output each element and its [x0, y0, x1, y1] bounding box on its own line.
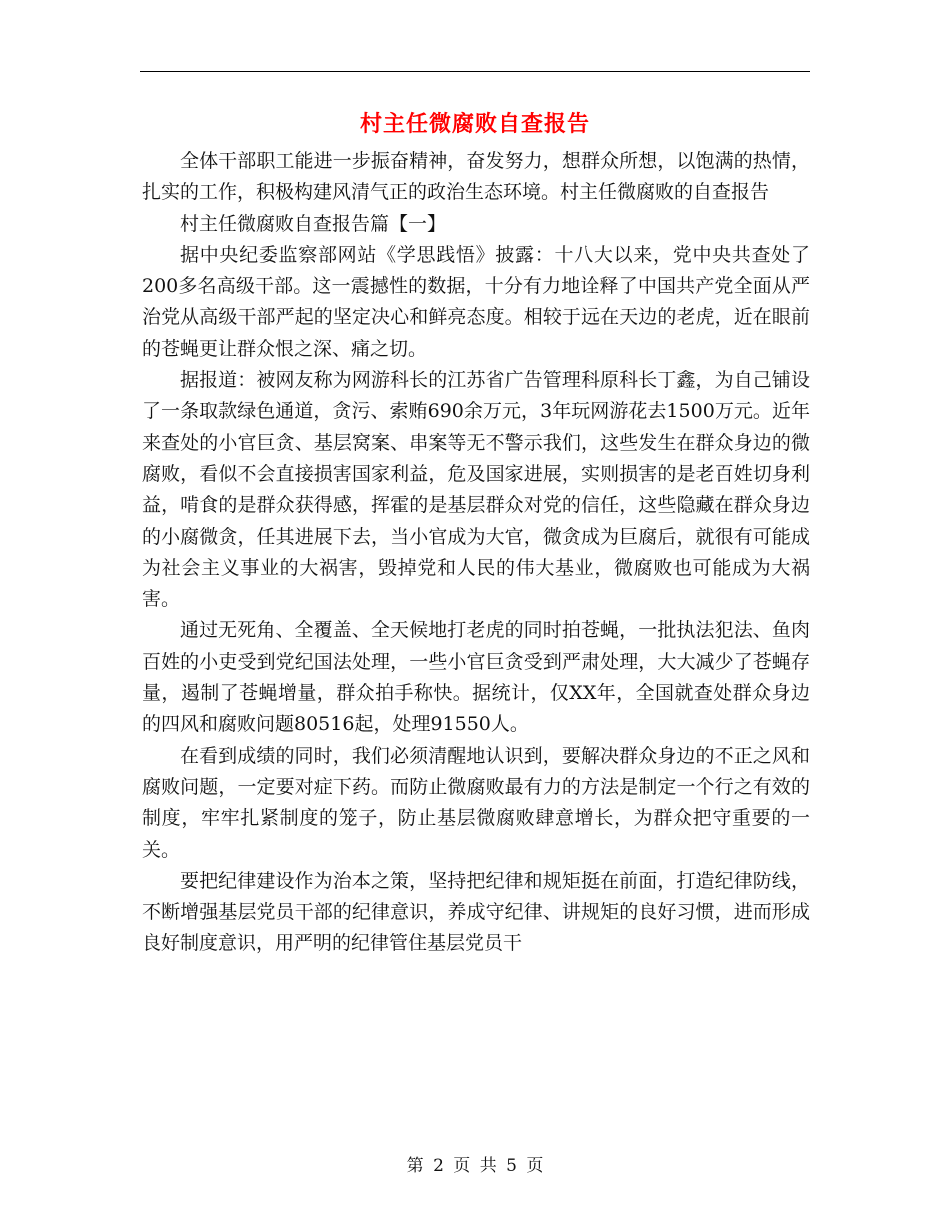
paragraph: 据报道：被网友称为网游科长的江苏省广告管理科原科长丁鑫，为自己铺设了一条取款绿色通道，贪污、索贿690余万元，3年玩网游花去1500万元。近年来查处的小官巨贪、基层窝案、串案等无不警示我们，这些发生在群众身边的微腐败，看似不会直接损害国家利益，危及国家进展，实则损害的是老百姓切身利益，啃食的是群众获得感，挥霍的是基层群众对党的信任，这些隐藏在群众身边的小腐微贪，任其进展下去，当小官成为大官，微贪成为巨腐后，就很有可能成为社会主义事业的大祸害，毁掉党和人民的伟大基业，微腐败也可能成为大祸害。 [142, 369, 810, 611]
header-rule [140, 71, 810, 72]
paragraph: 据中央纪委监察部网站《学思践悟》披露：十八大以来，党中央共查处了200多名高级干部。这一震撼性的数据，十分有力地诠释了中国共产党全面从严治党从高级干部严起的坚定决心和鲜亮态度。相较于远在天边的老虎，近在眼前的苍蝇更让群众恨之深、痛之切。 [142, 243, 810, 360]
page-footer: 第 2 页 共 5 页 [406, 1156, 544, 1176]
paragraph: 通过无死角、全覆盖、全天候地打老虎的同时拍苍蝇，一批执法犯法、鱼肉百姓的小吏受到党纪国法处理，一些小官巨贪受到严肃处理，大大减少了苍蝇存量，遏制了苍蝇增量，群众拍手称快。据统计，仅XX年，全国就查处群众身边的四风和腐败问题80516起，处理91550人。 [142, 619, 810, 736]
document-body [142, 146, 810, 960]
section-heading: 村主任微腐败自查报告篇【一】 [180, 212, 447, 235]
paragraph-intro: 全体干部职工能进一步振奋精神，奋发努力，想群众所想，以饱满的热情，扎实的工作，积极构建风清气正的政治生态环境。村主任微腐败的自查报告 [142, 150, 810, 204]
paragraph: 要把纪律建设作为治本之策，坚持把纪律和规矩挺在前面，打造纪律防线，不断增强基层党员干部的纪律意识，养成守纪律、讲规矩的良好习惯，进而形成良好制度意识，用严明的纪律管住基层党员干 [142, 869, 810, 955]
document-title: 村主任微腐败自查报告 [359, 111, 590, 137]
paragraph: 在看到成绩的同时，我们必须清醒地认识到，要解决群众身边的不正之风和腐败问题，一定要对症下药。而防止微腐败最有力的方法是制定一个行之有效的制度，牢牢扎紧制度的笼子，防止基层微腐败肆意增长，为群众把守重要的一关。 [142, 744, 810, 861]
